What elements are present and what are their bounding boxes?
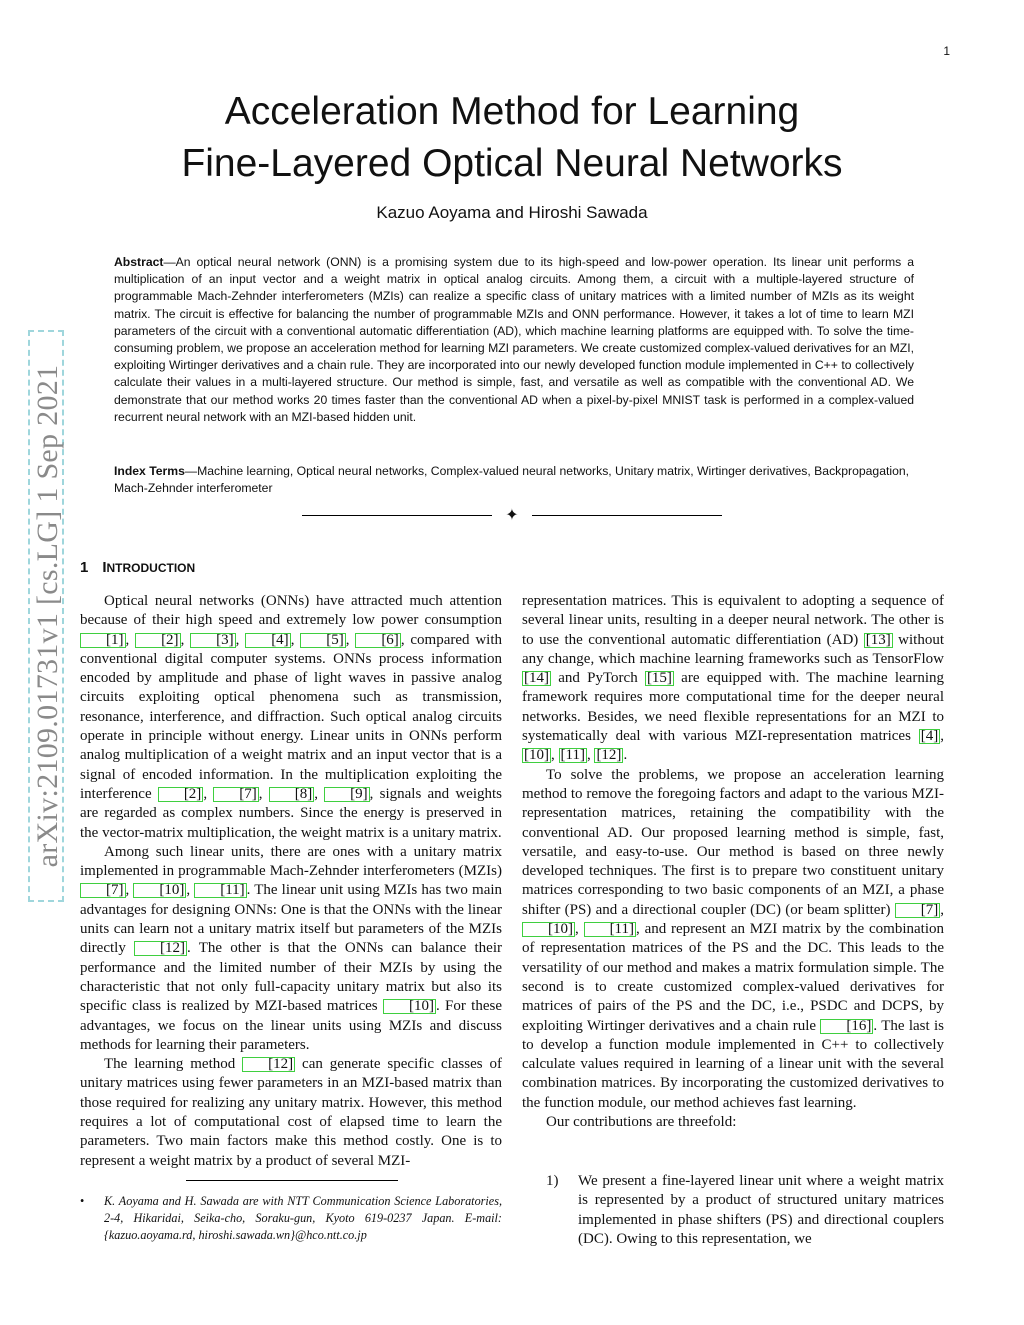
footnote	[80, 1193, 502, 1244]
title-line-1: Acceleration Method for Learning	[224, 90, 800, 133]
footnote-text: K. Aoyama and H. Sawada are with NTT Communication Science Laboratories, 2-4, Hikaridai, Seika-cho, Soraku-gun, Kyoto 619-0237 Japan. E-mail: {kazuo.aoyama.rd, hiroshi.sawada.wn}@hco.ntt.co.jp	[104, 1194, 502, 1242]
index-terms-label: Index Terms	[114, 464, 185, 478]
page-number: 1	[943, 44, 950, 58]
abstract-label: Abstract	[114, 255, 164, 269]
citation-link[interactable]: [2]	[135, 633, 181, 648]
section-title-initial: I	[102, 559, 107, 576]
paragraph: Our contributions are threefold:	[546, 1114, 737, 1131]
title-line-2: Fine-Layered Optical Neural Networks	[181, 142, 843, 185]
citation-link[interactable]: [4]	[920, 728, 939, 745]
arxiv-identifier[interactable]: arXiv:2109.01731v1 [cs.LG] 1 Sep 2021	[31, 364, 64, 868]
citation-link[interactable]: [5]	[300, 633, 346, 648]
section-number: 1	[80, 559, 89, 576]
citation-link[interactable]: [7]	[80, 883, 126, 898]
citation-link[interactable]: [11]	[560, 747, 585, 764]
citation-link[interactable]: [2]	[158, 787, 204, 802]
paragraph: The learning method [12] can generate specific classes of unitary matrices using fewer parameters in an MZI-based matrix than those required for realizing any unitary matrix. However, this method requires a lot of computational cost of elapsed time to learn the parameters. Two main factors make this method costly. One is to represent a weight matrix by a product of several MZI-	[80, 1056, 502, 1169]
citation-link[interactable]: [10]	[133, 883, 186, 898]
citation-link[interactable]: [8]	[269, 787, 315, 802]
paragraph: Among such linear units, there are ones with a unitary matrix implemented in programmable Mach-Zehnder interferometers (MZIs) [7] , [10] , [11] . The linear unit using MZIs has two main advantages for designing ONNs: One is that the ONNs with the linear units can learn not a unitary matrix itself but parameters of the MZIs directly [12] . The other is that the ONNs can balance their performance and the limited number of their MZIs by using the characteristic that not only full-capacity unitary matrix but also its specific class is realized by MZI-based matrices [10] . For these advantages, we focus on the linear units using MZIs and discuss methods for learning their parameters.	[80, 843, 503, 1053]
citation-link[interactable]: [15]	[646, 670, 672, 687]
index-terms-text: —Machine learning, Optical neural networks, Complex-valued neural networks, Unitary matrix, Wirtinger derivatives, Backpropagation, Mach-Zehnder interferometer	[114, 464, 910, 496]
right-column	[522, 592, 944, 1132]
footnote-rule	[186, 1180, 398, 1181]
contribution-item	[522, 1172, 944, 1249]
citation-link[interactable]: [10]	[522, 922, 575, 937]
divider-line-left	[302, 515, 492, 516]
citation-link[interactable]: [4]	[245, 633, 291, 648]
section-title-rest: NTRODUCTION	[106, 561, 196, 575]
citation-link[interactable]: [7]	[213, 787, 259, 802]
citation-link[interactable]: [10]	[524, 747, 549, 764]
citation-link[interactable]: [12]	[596, 747, 622, 764]
left-column	[80, 592, 502, 1171]
contribution-text: We present a fine-layered linear unit where a weight matrix is represented by a product of structured unitary matrices implemented in phase shifters (PS) and directional couplers (DC). Owing to this representation, we	[578, 1173, 944, 1247]
abstract	[114, 254, 914, 426]
citation-link[interactable]: [12]	[242, 1057, 295, 1072]
divider-line-right	[532, 515, 722, 516]
citation-link[interactable]: [11]	[584, 922, 636, 937]
section-heading-introduction	[80, 559, 195, 576]
citation-link[interactable]: [9]	[324, 787, 370, 802]
divider-ornament-icon: ✦	[505, 505, 519, 524]
citation-link[interactable]: [3]	[190, 633, 236, 648]
paragraph: Optical neural networks (ONNs) have attracted much attention because of their high speed and extremely low power consumption [1] , [2] , [3] , [4] , [5] , [6] , compared with conventional digital computer systems. ONNs process information encoded by amplitude and phase of light waves in passive analog circuits exploiting optical phenomena such as transmission, resonance, interference, and diffraction. Such optical analog circuits operate in principle without energy. Linear units in ONNs perform analog multiplication of a weight matrix and an input vector that is a signal of encoded information. In the multiplication exploiting the interference [2] , [7] , [8] , [9] , signals and weights are regarded as complex numbers. Since the energy is preserved in the vector-matrix multiplication, the weight matrix is a unitary matrix.	[80, 593, 503, 841]
citation-link[interactable]: [12]	[134, 941, 187, 956]
citation-link[interactable]: [7]	[895, 903, 941, 918]
citation-link[interactable]: [16]	[820, 1019, 873, 1034]
contribution-number: 1)	[546, 1173, 559, 1189]
index-terms	[114, 463, 914, 497]
paragraph: To solve the problems, we propose an acceleration learning method to remove the foregoing factors and adapt to the various MZI-representation matrices, retaining the compatibility with the conventional AD. Our proposed learning method is simple, fast, versatile, and easy-to-use. Our method is based on three newly developed techniques. The first is to prepare two constituent unitary matrices corresponding to two basic components of an MZI, a phase shifter (PS) and a directional coupler (DC) (or beam splitter) [7] , [10] , [11] , and represent an MZI matrix by the combination of representation matrices of the PS and the DC. This leads to the versatility of our method and makes a matrix formulation simple. The second is to create customized complex-valued derivatives for matrices of pairs of the PS and the DC, i.e., PSDC and DCPS, by exploiting Wirtinger derivatives and a chain rule [16] . The last is to develop a function module implemented in C++ to collectively calculate values required in learning of a linear unit with the several combination matrices. By incorporating the customized derivatives to the function module, our method achieves fast learning.	[522, 766, 944, 1111]
abstract-text: —An optical neural network (ONN) is a promising system due to its high-speed and low-power operation. Its linear unit performs a multiplication of an input vector and a weight matrix in optical analog circuits. Among them, a circuit with a multiple-layered structure of programmable Mach-Zehnder interferometers (MZIs) can realize a specific class of unitary matrices with a limited number of MZIs as its weight matrix. The circuit is effective for balancing the number of programmable MZIs and ONN performance. However, it takes a lot of time to learn MZI parameters of the circuit with a conventional automatic differentiation (AD), which machine learning platforms are equipped with. To solve the time-consuming problem, we propose an acceleration method for learning MZI parameters. We create customized complex-valued derivatives for an MZI, exploiting Wirtinger derivatives and a chain rule. They are incorporated into our newly developed function module implemented in C++ to collectively calculate their values in a multi-layered structure. Our method is simple, fast, and versatile as well as compatible with the conventional AD. We demonstrate that our method works 20 times faster than the conventional AD when a pixel-by-pixel MNIST task is performed in a complex-valued recurrent neural network with an MZI-based hidden unit.	[114, 255, 914, 424]
authors: Kazuo Aoyama and Hiroshi Sawada	[376, 203, 648, 222]
citation-link[interactable]: [10]	[383, 999, 436, 1014]
citation-link[interactable]: [11]	[194, 883, 246, 898]
citation-link[interactable]: [6]	[355, 633, 401, 648]
footnote-bullet-icon: •	[80, 1194, 85, 1208]
section-divider	[302, 506, 722, 526]
citation-link[interactable]: [13]	[865, 631, 891, 648]
citation-link[interactable]: [1]	[80, 633, 126, 648]
paragraph: representation matrices. This is equivalent to adopting a sequence of several linear units, resulting in a deeper neural network. The other is to use the conventional automatic differentiation (AD) [13] without any change, which machine learning frameworks such as TensorFlow [14] and PyTorch [15] are equipped with. The machine learning framework requires more computational time for the deeper neural networks. Besides, we need flexible representations for an MZI to systematically deal with various MZI-representation matrices [4] , [10] , [11] , [12] .	[522, 593, 944, 764]
citation-link[interactable]: [14]	[524, 670, 549, 687]
paper-title	[60, 86, 964, 190]
